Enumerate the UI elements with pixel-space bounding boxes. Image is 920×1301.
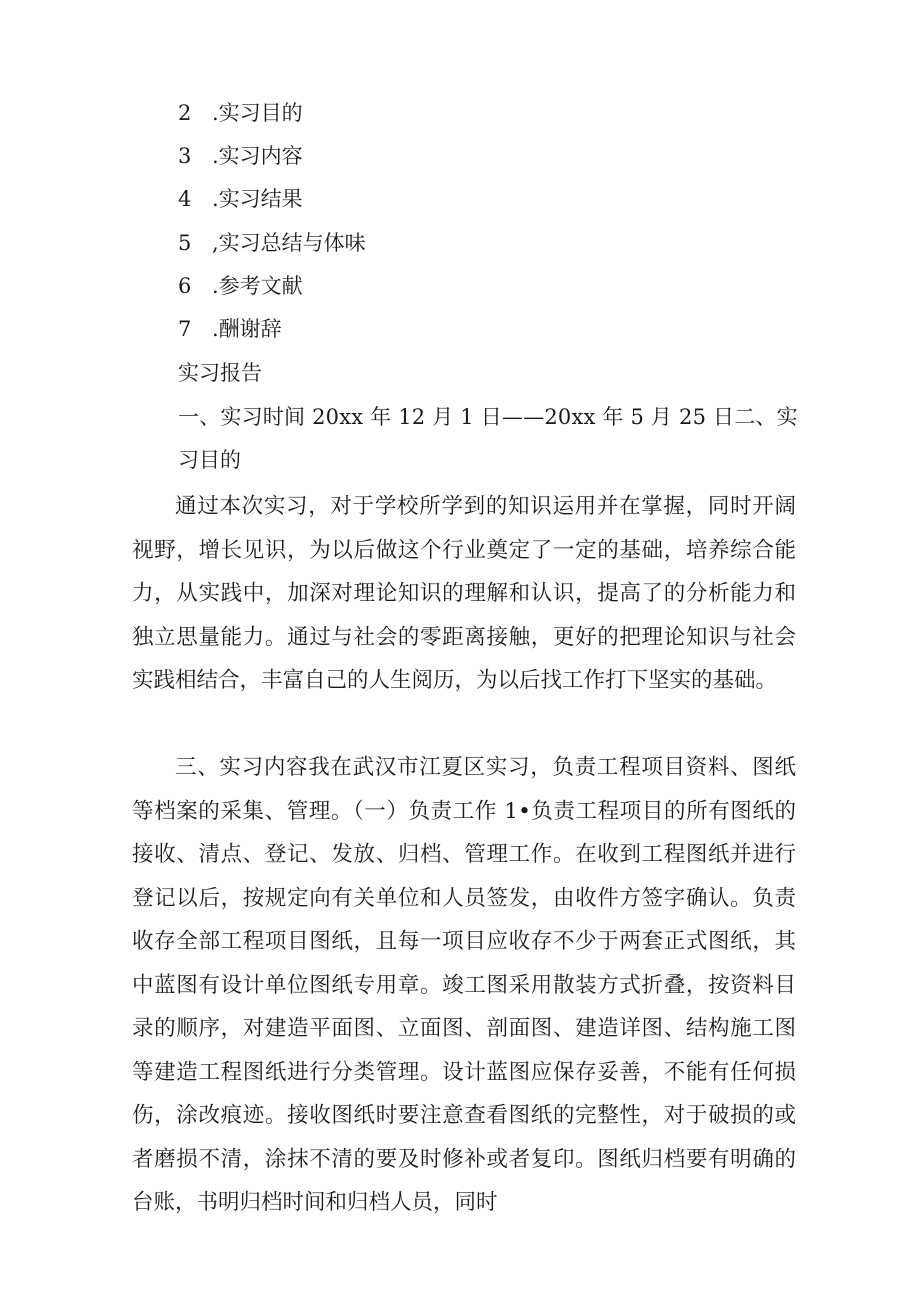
toc-item-text: .实习结果 [212,187,303,211]
report-title: 实习报告 [178,361,262,385]
toc-item-number: 2 [178,101,192,125]
toc-item-number: 5 [178,231,192,255]
paragraph-purpose: 通过本次实习，对于学校所学到的知识运用并在掌握，同时开阔视野，增长见识，为以后做这个行业奠定了一定的基础，培养综合能力，从实践中，加深对理论知识的理解和认识，提高了的分析能力和独立思量能力。通过与社会的零距离接触，更好的把理论知识与社会实践相结合，丰富自己的人生阅历，为以后找工作打下坚实的基础。 [132,494,796,693]
toc-item [178,315,282,343]
paragraph-content: 三、实习内容我在武汉市江夏区实习，负责工程项目资料、图纸等档案的采集、管理。（一）负责工作 1•负责工程项目的所有图纸的接收、清点、登记、发放、归档、管理工作。在收到工程图纸并进行登记以后，按规定向有关单位和人员签发，由收件方签字确认。负责收存全部工程项目图纸，且每一项目应收存不少于两套正式图纸，其中蓝图有设计单位图纸专用章。竣工图采用散装方式折叠，按资料目录的顺序，对建造平面图、立面图、剖面图、建造详图、结构施工图等建造工程图纸进行分类管理。设计蓝图应保存妥善，不能有任何损伤，涂改痕迹。接收图纸时要注意查看图纸的完整性，对于破损的或者磨损不清，涂抹不清的要及时修补或者复印。图纸归档要有明确的台账，书明归档时间和归档人员，同时 [132,755,796,1215]
section-heading-line: 习目的 [178,448,241,472]
toc-item-number: 6 [178,274,192,298]
toc-item-text: .参考文献 [212,274,303,298]
section-heading-line: 一、实习时间 20xx 年 12 月 1 日——20xx 年 5 月 25 日二、实 [178,405,798,429]
toc-item [178,272,303,300]
toc-item-text: .实习目的 [212,101,303,125]
toc-item [178,99,303,127]
toc-item [178,185,303,213]
toc-item [178,142,303,170]
toc-item-number: 4 [178,187,192,211]
toc-item-text: .实习内容 [212,144,303,168]
toc-item-text: .酬谢辞 [212,317,282,341]
toc-item [178,229,366,257]
toc-item-number: 3 [178,144,192,168]
toc-item-text: ,实习总结与体味 [212,231,366,255]
toc-item-number: 7 [178,317,192,341]
